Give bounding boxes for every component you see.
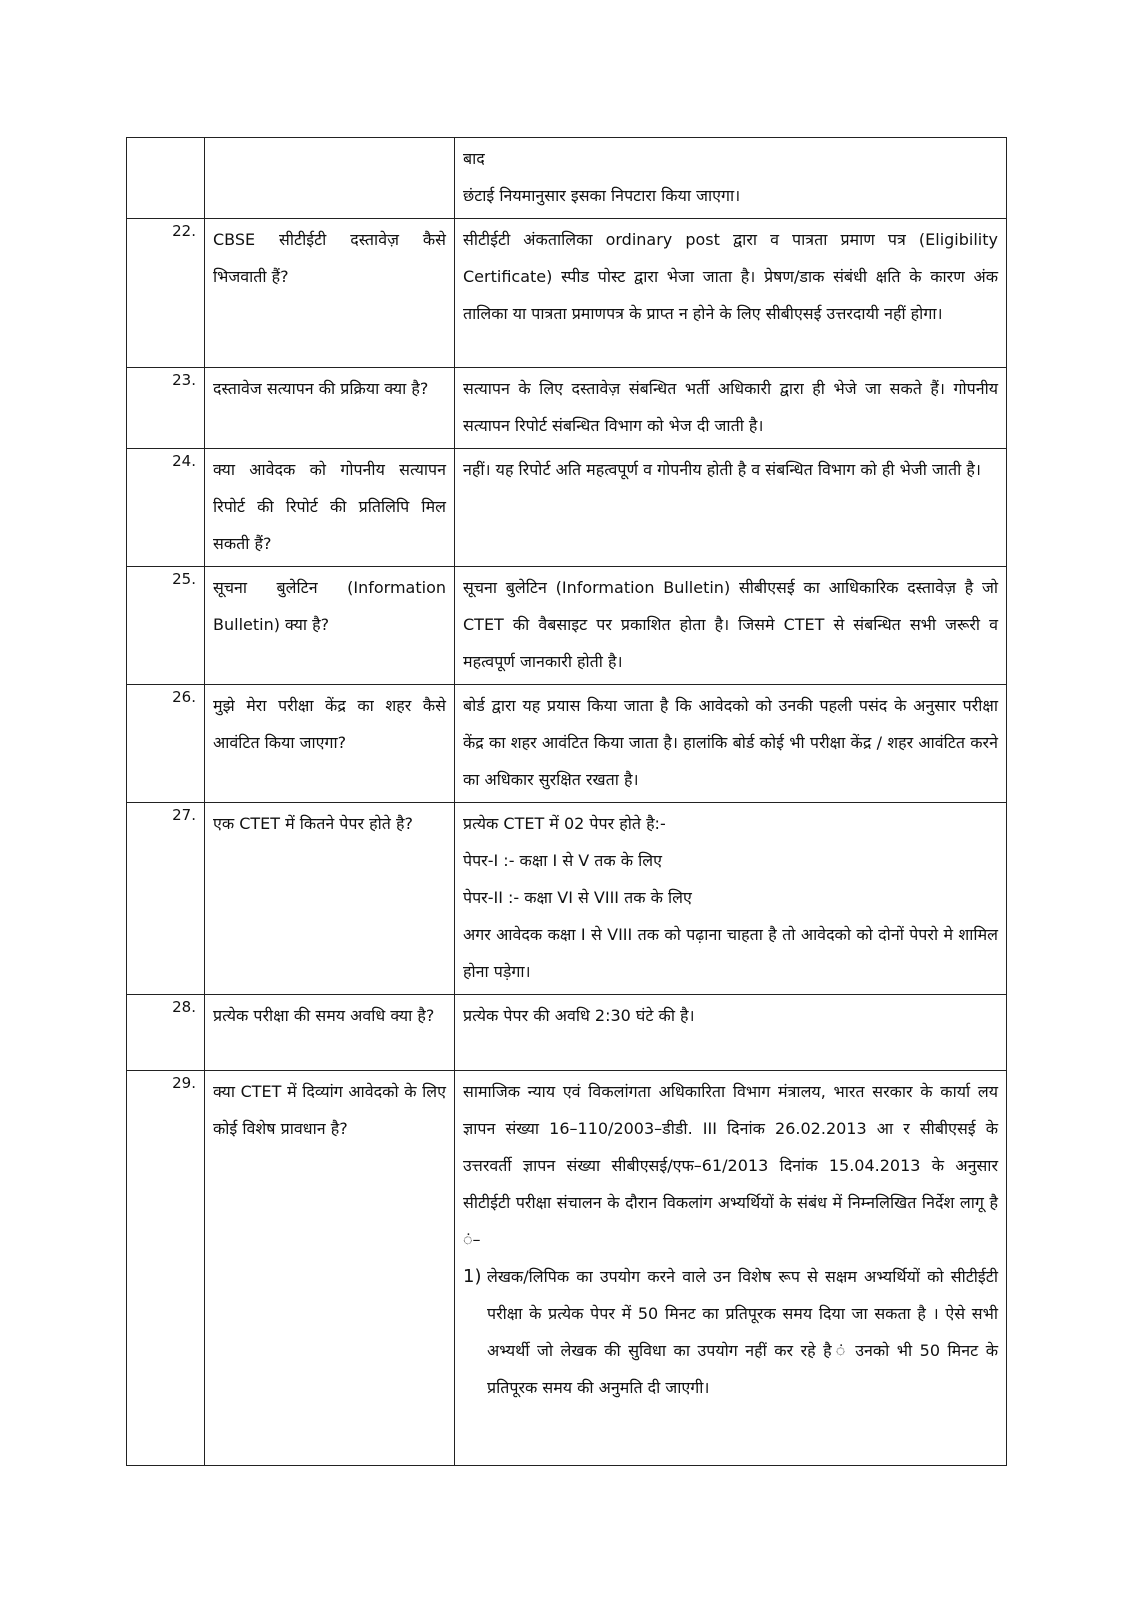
answer-text: सीटीईटी अंकतालिका ordinary post द्वारा व पात्रता प्रमाण पत्र (Eligibility Certificate) स्पीड पोस्ट द्वारा भेजा जाता है। प्रेषण/डाक संबंधी क्षति के कारण अंक तालिका या पात्रता प्रमाणपत्र के प्राप्त न होने के लिए सीबीएसई उत्तरदायी नहीं होगा। xyxy=(463,230,998,323)
answer-line: प्रत्येक CTET में 02 पेपर होते है:- xyxy=(463,814,666,833)
answer-cell xyxy=(455,219,1007,368)
answer-text: सामाजिक न्याय एवं विकलांगता अधिकारिता विभाग मंत्रालय, भारत सरकार के कार्या लय ज्ञापन संख्या 16–110/2003–डीडी. III दिनांक 26.02.2013 आ र सीबीएसई के उत्तरवर्ती ज्ञापन संख्या सीबीएसई/एफ–61/2013 दिनांक 15.04.2013 के अनुसार सीटीईटी परीक्षा संचालन के दौरान विकलांग अभ्यर्थियों के संबंध में निम्नलिखित निर्देश लागू है ं– xyxy=(463,1082,998,1249)
answer-cell xyxy=(455,685,1007,803)
answer-line: छंटाई नियमानुसार इसका निपटारा किया जाएगा। xyxy=(463,186,741,205)
table-row xyxy=(127,138,1007,219)
question-cell: प्रत्येक परीक्षा की समय अवधि क्या है? xyxy=(205,995,455,1071)
table-row xyxy=(127,219,1007,368)
table-row xyxy=(127,685,1007,803)
answer-line: पेपर-I :- कक्षा I से V तक के लिए xyxy=(463,851,662,870)
answer-cell xyxy=(455,995,1007,1071)
table-row xyxy=(127,368,1007,449)
table-row xyxy=(127,803,1007,995)
answer-cell xyxy=(455,1071,1007,1466)
answer-cell xyxy=(455,138,1007,219)
row-number: 23. xyxy=(127,368,205,449)
answer-line: पेपर-II :- कक्षा VI से VIII तक के लिए xyxy=(463,888,692,907)
question-cell: क्या CTET में दिव्यांग आवेदको के लिए कोई विशेष प्रावधान है? xyxy=(205,1071,455,1466)
answer-text: सत्यापन के लिए दस्तावेज़ संबन्धित भर्ती अधिकारी द्वारा ही भेजे जा सकते हैं। गोपनीय सत्यापन रिपोर्ट संबन्धित विभाग को भेज दी जाती है। xyxy=(463,379,998,435)
question-cell xyxy=(205,138,455,219)
table-row xyxy=(127,567,1007,685)
question-cell: क्या आवेदक को गोपनीय सत्यापन रिपोर्ट की रिपोर्ट की प्रतिलिपि मिल सकती हैं? xyxy=(205,449,455,567)
question-cell: सूचना बुलेटिन (Information Bulletin) क्या है? xyxy=(205,567,455,685)
row-number: 25. xyxy=(127,567,205,685)
row-number xyxy=(127,138,205,219)
numbered-list-item xyxy=(463,1258,998,1406)
answer-line: बाद xyxy=(463,149,485,168)
answer-text: बोर्ड द्वारा यह प्रयास किया जाता है कि आवेदको को उनकी पहली पसंद के अनुसार परीक्षा केंद्र का शहर आवंटित किया जाता है। हालांकि बोर्ड कोई भी परीक्षा केंद्र / शहर आवंटित करने का अधिकार सुरक्षित रखता है। xyxy=(463,696,998,789)
faq-table xyxy=(126,137,1007,1466)
row-number: 29. xyxy=(127,1071,205,1466)
row-number: 22. xyxy=(127,219,205,368)
list-marker: 1) xyxy=(463,1266,482,1287)
question-cell: मुझे मेरा परीक्षा केंद्र का शहर कैसे आवंटित किया जाएगा? xyxy=(205,685,455,803)
table-row xyxy=(127,1071,1007,1466)
table-row xyxy=(127,995,1007,1071)
question-cell: एक CTET में कितने पेपर होते है? xyxy=(205,803,455,995)
question-cell: CBSE सीटीईटी दस्तावेज़ कैसे भिजवाती हैं? xyxy=(205,219,455,368)
row-number: 24. xyxy=(127,449,205,567)
answer-text: अगर आवेदक कक्षा I से VIII तक को पढ़ाना चाहता है तो आवेदको को दोनों पेपरो मे शामिल होना पड़ेगा। xyxy=(463,925,998,981)
answer-text: नहीं। यह रिपोर्ट अति महत्वपूर्ण व गोपनीय होती है व संबन्धित विभाग को ही भेजी जाती है। xyxy=(463,460,981,479)
list-item-text: लेखक/लिपिक का उपयोग करने वाले उन विशेष रूप से सक्षम अभ्यर्थियों को सीटीईटी परीक्षा के प्रत्येक पेपर में 50 मिनट का प्रतिपूरक समय दिया जा सकता है । ऐसे सभी अभ्यर्थी जो लेखक की सुविधा का उपयोग नहीं कर रहे है ं उनको भी 50 मिनट के प्रतिपूरक समय की अनुमति दी जाएगी। xyxy=(487,1267,998,1397)
row-number: 26. xyxy=(127,685,205,803)
table-row xyxy=(127,449,1007,567)
answer-cell xyxy=(455,449,1007,567)
answer-text: प्रत्येक पेपर की अवधि 2:30 घंटे की है। xyxy=(463,1006,695,1025)
row-number: 27. xyxy=(127,803,205,995)
answer-cell xyxy=(455,803,1007,995)
answer-cell xyxy=(455,368,1007,449)
row-number: 28. xyxy=(127,995,205,1071)
answer-text: सूचना बुलेटिन (Information Bulletin) सीबीएसई का आधिकारिक दस्तावेज़ है जो CTET की वैबसाइट पर प्रकाशित होता है। जिसमे CTET से संबन्धित सभी जरूरी व महत्वपूर्ण जानकारी होती है। xyxy=(463,578,998,671)
question-cell: दस्तावेज सत्यापन की प्रक्रिया क्या है? xyxy=(205,368,455,449)
answer-cell xyxy=(455,567,1007,685)
